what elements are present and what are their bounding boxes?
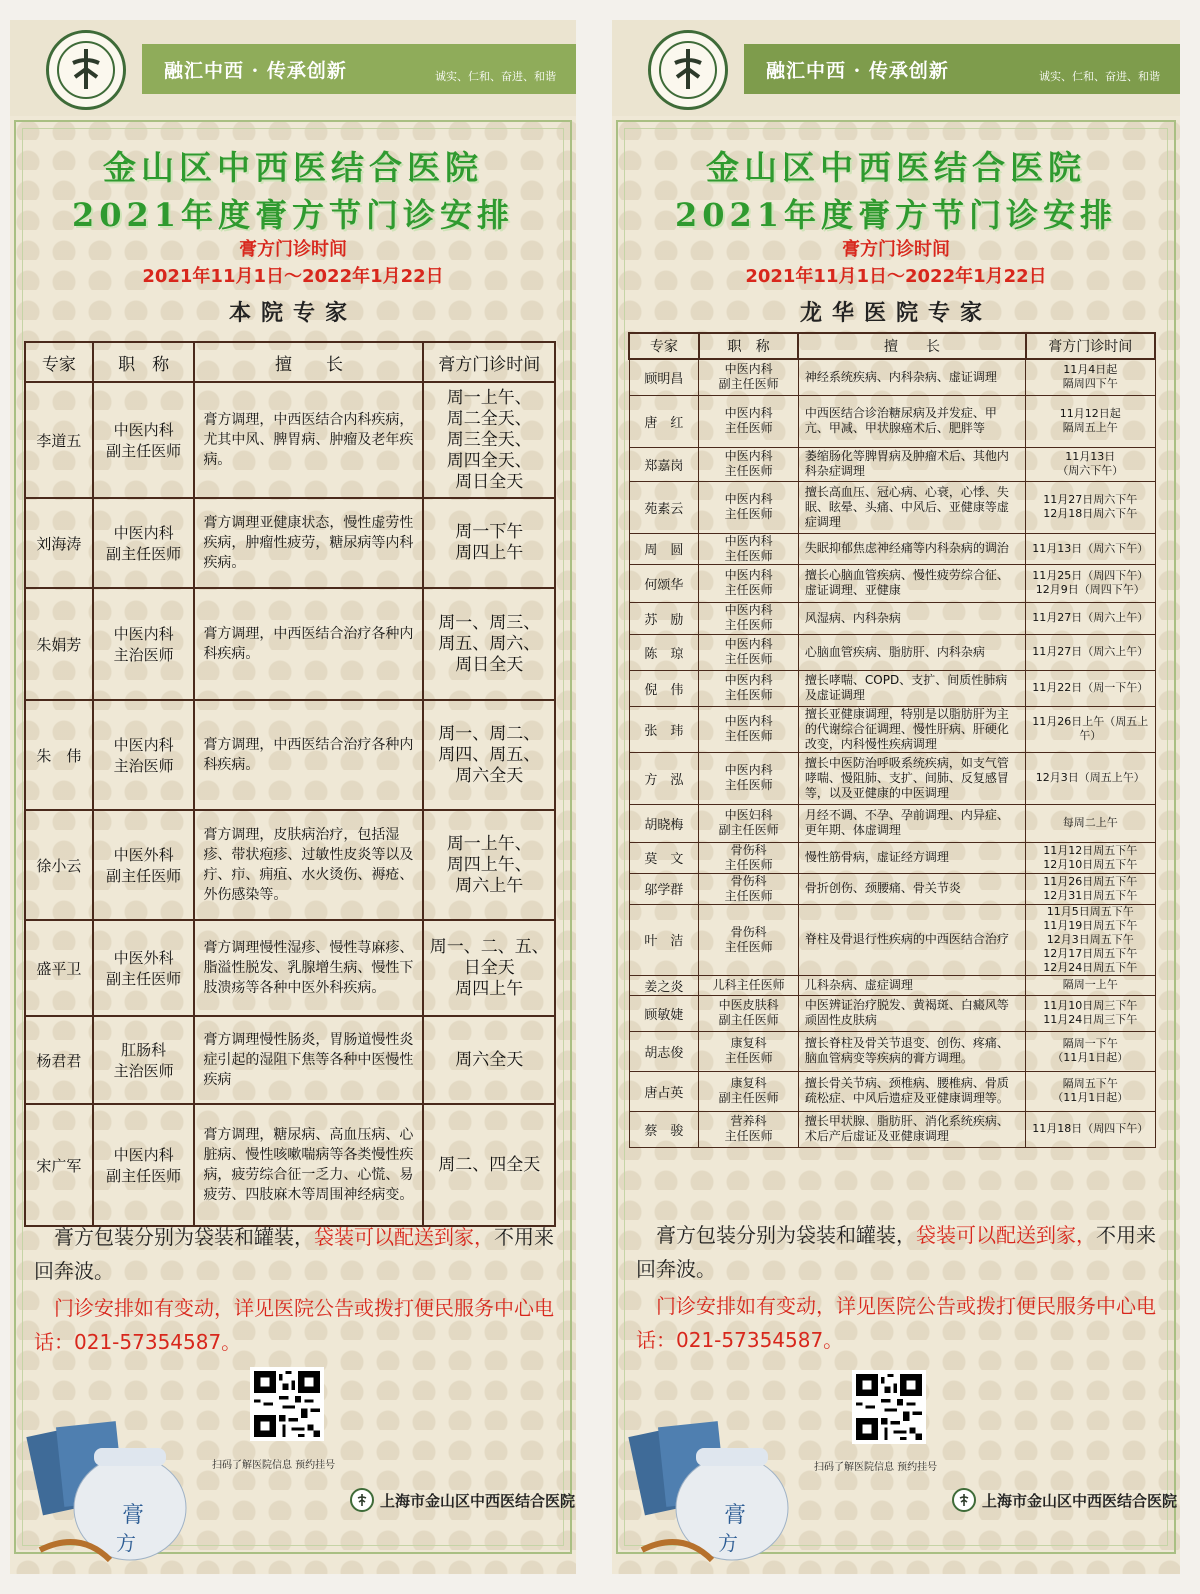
expert-title: 中医内科 主任医师: [699, 602, 799, 634]
expert-title: 中医外科 副主任医师: [93, 920, 195, 1016]
expert-name: 刘海涛: [25, 498, 93, 588]
header-time: 膏方门诊时间: [423, 342, 555, 382]
expert-specialty: 慢性筋骨病，虚证经方调理: [798, 842, 1025, 873]
expert-name: 宋广军: [25, 1104, 93, 1226]
expert-row: [629, 670, 1155, 706]
expert-row: [629, 602, 1155, 634]
expert-name: 邬学群: [629, 873, 699, 904]
qr-caption: 扫码了解医院信息 预约挂号: [814, 1462, 938, 1473]
expert-specialty: 膏方调理，皮肤病治疗，包括湿疹、带状疱疹、过敏性皮炎等以及疔、疖、痈疽、水火烫伤、褥疮、外伤感染等。: [194, 810, 423, 920]
hospital-title: 金山区中西医结合医院: [103, 148, 483, 187]
expert-row: [629, 395, 1155, 447]
expert-specialty: 擅长心脑血管疾病、慢性疲劳综合征、虚证调理、亚健康: [798, 564, 1025, 602]
expert-name: 李道五: [25, 382, 93, 498]
expert-name: 朱娟芳: [25, 588, 93, 700]
header-bar: [612, 20, 1180, 116]
expert-row: [25, 810, 555, 920]
header-time: 膏方门诊时间: [1026, 333, 1155, 359]
qr-code[interactable]: [852, 1370, 926, 1444]
expert-name: 苑素云: [629, 481, 699, 533]
expert-name: 莫 文: [629, 842, 699, 873]
clinic-time: 11月10日周三下午 11月24日周三下午: [1026, 995, 1155, 1031]
expert-title: 中医内科 主任医师: [699, 533, 799, 564]
expert-specialty: 膏方调理，糖尿病、高血压病、心脏病、慢性咳嗽喘病等各类慢性疾病，疲劳综合征一乏力、心慌、易疲劳、四肢麻木等周围神经病变。: [194, 1104, 423, 1226]
expert-row: [25, 1016, 555, 1104]
expert-row: [629, 873, 1155, 904]
event-title: 2021年度膏方节门诊安排: [71, 196, 515, 234]
expert-specialty: 擅长中医防治呼吸系统疾病，如支气管哮喘、慢阻肺、支扩、间肺、反复感冒等，以及亚健康的中医调理: [798, 752, 1025, 804]
expert-title: 中医内科 主任医师: [699, 706, 799, 752]
change-note: 门诊安排如有变动，详见医院公告或拨打便民服务中心电话：021-57354587。: [636, 1294, 1156, 1352]
clinic-time: 周二、四全天: [423, 1104, 555, 1226]
slogan-text: 融汇中西 · 传承创新: [766, 60, 949, 82]
time-label: 膏方门诊时间: [239, 239, 347, 260]
expert-name: 郑嘉岗: [629, 447, 699, 481]
expert-specialty: 心脑血管疾病、脂肪肝、内科杂病: [798, 634, 1025, 670]
expert-name: 唐占英: [629, 1071, 699, 1111]
expert-row: [629, 564, 1155, 602]
clinic-time: 11月27日周六下午 12月18日周六下午: [1026, 481, 1155, 533]
expert-name: 方 泓: [629, 752, 699, 804]
expert-specialty: 膏方调理亚健康状态，慢性虚劳性疾病，肿瘤性疲劳，糖尿病等内科疾病。: [194, 498, 423, 588]
time-label: 膏方门诊时间: [842, 239, 950, 260]
expert-title: 营养科 主任医师: [699, 1111, 799, 1147]
expert-row: [629, 804, 1155, 842]
expert-specialty: 儿科杂病、虚症调理: [798, 975, 1025, 995]
footer-hospital-name: 上海市金山区中西医结合医院: [350, 1488, 575, 1512]
header-bar: [10, 20, 576, 116]
expert-specialty: 膏方调理慢性湿疹、慢性荨麻疹、脂溢性脱发、乳腺增生病、慢性下肢溃疡等各种中医外科疾病。: [194, 920, 423, 1016]
expert-name: 徐小云: [25, 810, 93, 920]
expert-title: 康复科 副主任医师: [699, 1071, 799, 1111]
clinic-time: 11月13日 （周六下午）: [1026, 447, 1155, 481]
clinic-time: 周一上午、 周四上午、 周六上午: [423, 810, 555, 920]
clinic-time: 周一下午 周四上午: [423, 498, 555, 588]
expert-row: [629, 359, 1155, 395]
expert-specialty: 中医辨证治疗脱发、黄褐斑、白癜风等顽固性皮肤病: [798, 995, 1025, 1031]
expert-name: 周 圆: [629, 533, 699, 564]
expert-name: 叶 洁: [629, 904, 699, 975]
expert-row: [25, 382, 555, 498]
expert-specialty: 擅长甲状腺、脂肪肝、消化系统疾病、术后产后虚证及亚健康调理: [798, 1111, 1025, 1147]
clinic-time: 11月12日周五下午 12月10日周五下午: [1026, 842, 1155, 873]
expert-name: 陈 琼: [629, 634, 699, 670]
expert-row: [629, 1111, 1155, 1147]
expert-row: [25, 1104, 555, 1226]
change-note: 门诊安排如有变动，详见医院公告或拨打便民服务中心电话：021-57354587。: [34, 1296, 554, 1354]
header-expert: 专家: [25, 342, 93, 382]
right-poster: [612, 20, 1180, 1574]
expert-name: 张 玮: [629, 706, 699, 752]
expert-name: 姜之炎: [629, 975, 699, 995]
clinic-time: 11月5日周五下午 11月19日周五下午 12月3日周五下午 12月17日周五下午 12月24日周五下午: [1026, 904, 1155, 975]
expert-name: 胡志俊: [629, 1031, 699, 1071]
expert-specialty: 脊柱及骨退行性疾病的中西医结合治疗: [798, 904, 1025, 975]
clinic-time: 12月3日（周五上午）: [1026, 752, 1155, 804]
expert-title: 中医内科 副主任医师: [93, 498, 195, 588]
expert-name: 胡晓梅: [629, 804, 699, 842]
expert-specialty: 擅长高血压、冠心病、心衰，心悸、失眠、眩晕、头痛、中风后、亚健康等虚症调理: [798, 481, 1025, 533]
expert-row: [25, 498, 555, 588]
expert-specialty: 膏方调理，中西医结合治疗各种内科疾病。: [194, 588, 423, 700]
expert-title: 骨伤科 主任医师: [699, 842, 799, 873]
svg-text:膏: 膏: [122, 1503, 145, 1528]
clinic-time: 11月4日起 隔周四下午: [1026, 359, 1155, 395]
clinic-time: 周六全天: [423, 1016, 555, 1104]
qr-code[interactable]: [250, 1367, 324, 1441]
expert-row: [629, 481, 1155, 533]
expert-specialty: 月经不调、不孕、孕前调理、内异症、更年期、体虚调理: [798, 804, 1025, 842]
expert-row: [629, 1071, 1155, 1111]
expert-title: 中医内科 主任医师: [699, 564, 799, 602]
header-specialty: 擅 长: [798, 333, 1025, 359]
clinic-time: 11月18日（周四下午）: [1026, 1111, 1155, 1147]
expert-specialty: 膏方调理，中西医结合治疗各种内科疾病。: [194, 700, 423, 810]
time-range: 2021年11月1日～2022年1月22日: [745, 266, 1047, 287]
expert-specialty: 膏方调理，中西医结合内科疾病，尤其中风、脾胃病、肿瘤及老年疾病。: [194, 382, 423, 498]
hospital-logo-icon: [350, 1488, 374, 1512]
expert-title: 骨伤科 主任医师: [699, 904, 799, 975]
section-heading: 龙华医院专家: [799, 300, 992, 326]
expert-title: 骨伤科 主任医师: [699, 873, 799, 904]
expert-title: 肛肠科 主治医师: [93, 1016, 195, 1104]
expert-title: 中医内科 主治医师: [93, 588, 195, 700]
clinic-time: 11月27日（周六上午）: [1026, 602, 1155, 634]
clinic-time: 每周二上午: [1026, 804, 1155, 842]
expert-title: 中医内科 主任医师: [699, 634, 799, 670]
expert-name: 顾明昌: [629, 359, 699, 395]
clinic-time: 周一、二、五、 日全天 周四上午: [423, 920, 555, 1016]
clinic-time: 11月27日（周六上午）: [1026, 634, 1155, 670]
expert-name: 杨君君: [25, 1016, 93, 1104]
motto-text: 诚实、仁和、奋进、和谐: [435, 70, 556, 83]
clinic-time: 11月22日（周一下午）: [1026, 670, 1155, 706]
expert-row: [629, 904, 1155, 975]
expert-title: 中医内科 主任医师: [699, 670, 799, 706]
expert-title: 康复科 主任医师: [699, 1031, 799, 1071]
clinic-time: 隔周一上午: [1026, 975, 1155, 995]
expert-specialty: 骨折创伤、颈腰痛、骨关节炎: [798, 873, 1025, 904]
expert-title: 中医内科 副主任医师: [93, 1104, 195, 1226]
qr-caption: 扫码了解医院信息 预约挂号: [212, 1460, 336, 1471]
expert-title: 中医内科 主任医师: [699, 752, 799, 804]
expert-specialty: 失眠抑郁焦虑神经痛等内科杂病的调治: [798, 533, 1025, 564]
expert-row: [629, 842, 1155, 873]
expert-specialty: 神经系统疾病、内科杂病、虚证调理: [798, 359, 1025, 395]
expert-title: 中医内科 主任医师: [699, 395, 799, 447]
expert-row: [629, 634, 1155, 670]
clinic-time: 周一、周二、 周四、周五、 周六全天: [423, 700, 555, 810]
slogan-band: [142, 44, 576, 94]
clinic-time: 11月26日上午（周五上午）: [1026, 706, 1155, 752]
hospital-logo-icon: [952, 1488, 976, 1512]
expert-row: [629, 752, 1155, 804]
expert-name: 何颂华: [629, 564, 699, 602]
expert-specialty: 擅长亚健康调理，特别是以脂肪肝为主的代谢综合征调理、慢性肝病、肝硬化改变，内科慢性疾病调理: [798, 706, 1025, 752]
expert-name: 顾敏婕: [629, 995, 699, 1031]
clinic-time: 隔周五下午 （11月1日起）: [1026, 1071, 1155, 1111]
header-title: 职 称: [699, 333, 799, 359]
expert-name: 蔡 骏: [629, 1111, 699, 1147]
expert-specialty: 擅长脊柱及骨关节退变、创伤、疼痛、脑血管病变等疾病的膏方调理。: [798, 1031, 1025, 1071]
expert-row: [629, 1031, 1155, 1071]
expert-title: 儿科主任医师: [699, 975, 799, 995]
expert-row: [25, 588, 555, 700]
expert-name: 盛平卫: [25, 920, 93, 1016]
hospital-logo: [648, 30, 728, 110]
herbal-jar-illustration: [20, 1390, 200, 1570]
schedule-table: [628, 332, 1156, 1148]
expert-title: 中医外科 副主任医师: [93, 810, 195, 920]
expert-title: 中医皮肤科 副主任医师: [699, 995, 799, 1031]
expert-name: 倪 伟: [629, 670, 699, 706]
svg-text:方: 方: [718, 1531, 738, 1555]
expert-specialty: 风湿病、内科杂病: [798, 602, 1025, 634]
clinic-time: 11月12日起 隔周五上午: [1026, 395, 1155, 447]
slogan-text: 融汇中西 · 传承创新: [164, 60, 347, 82]
expert-title: 中医内科 副主任医师: [93, 382, 195, 498]
time-range: 2021年11月1日～2022年1月22日: [142, 266, 444, 287]
expert-name: 苏 励: [629, 602, 699, 634]
clinic-time: 11月25日（周四下午） 12月9日（周四下午）: [1026, 564, 1155, 602]
expert-specialty: 中西医结合诊治糖尿病及并发症、甲亢、甲减、甲状腺癌术后、肥胖等: [798, 395, 1025, 447]
svg-text:方: 方: [116, 1531, 136, 1555]
left-poster: [10, 20, 576, 1574]
svg-text:膏: 膏: [724, 1503, 747, 1528]
expert-title: 中医内科 主任医师: [699, 447, 799, 481]
schedule-table: [24, 341, 556, 1227]
motto-text: 诚实、仁和、奋进、和谐: [1039, 70, 1160, 83]
packaging-note: 膏方包装分别为袋装和罐装，袋装可以配送到家，不用来回奔波。: [636, 1223, 1156, 1281]
hospital-title: 金山区中西医结合医院: [706, 148, 1086, 187]
expert-title: 中医妇科 副主任医师: [699, 804, 799, 842]
header-expert: 专家: [629, 333, 699, 359]
expert-row: [629, 447, 1155, 481]
footer-hospital-name: 上海市金山区中西医结合医院: [952, 1488, 1177, 1512]
clinic-time: 周一上午、 周二全天、 周三全天、 周四全天、 周日全天: [423, 382, 555, 498]
expert-row: [25, 920, 555, 1016]
clinic-time: 周一、周三、 周五、周六、 周日全天: [423, 588, 555, 700]
expert-row: [629, 533, 1155, 564]
expert-name: 唐 红: [629, 395, 699, 447]
clinic-time: 隔周一下午 （11月1日起）: [1026, 1031, 1155, 1071]
expert-row: [25, 700, 555, 810]
hospital-logo: [46, 30, 126, 110]
expert-row: [629, 706, 1155, 752]
clinic-time: 11月26日周五下午 12月31日周五下午: [1026, 873, 1155, 904]
expert-title: 中医内科 主治医师: [93, 700, 195, 810]
expert-name: 朱 伟: [25, 700, 93, 810]
expert-specialty: 擅长哮喘、COPD、支扩、间质性肺病及虚证调理: [798, 670, 1025, 706]
header-title: 职 称: [93, 342, 195, 382]
expert-specialty: 擅长骨关节病、颈椎病、腰椎病、骨质疏松症、中风后遗症及亚健康调理等。: [798, 1071, 1025, 1111]
expert-specialty: 膏方调理慢性肠炎，胃肠道慢性炎症引起的湿阻下焦等各种中医慢性疾病: [194, 1016, 423, 1104]
expert-specialty: 萎缩肠化等脾胃病及肿瘤术后、其他内科杂症调理: [798, 447, 1025, 481]
expert-title: 中医内科 主任医师: [699, 481, 799, 533]
slogan-band: [744, 44, 1180, 94]
event-title: 2021年度膏方节门诊安排: [674, 196, 1118, 234]
clinic-time: 11月13日（周六下午）: [1026, 533, 1155, 564]
expert-row: [629, 975, 1155, 995]
section-heading: 本院专家: [228, 300, 357, 326]
header-specialty: 擅 长: [194, 342, 423, 382]
expert-title: 中医内科 副主任医师: [699, 359, 799, 395]
packaging-note: 膏方包装分别为袋装和罐装，袋装可以配送到家，不用来回奔波。: [34, 1225, 554, 1283]
expert-row: [629, 995, 1155, 1031]
herbal-jar-illustration: [622, 1390, 802, 1570]
